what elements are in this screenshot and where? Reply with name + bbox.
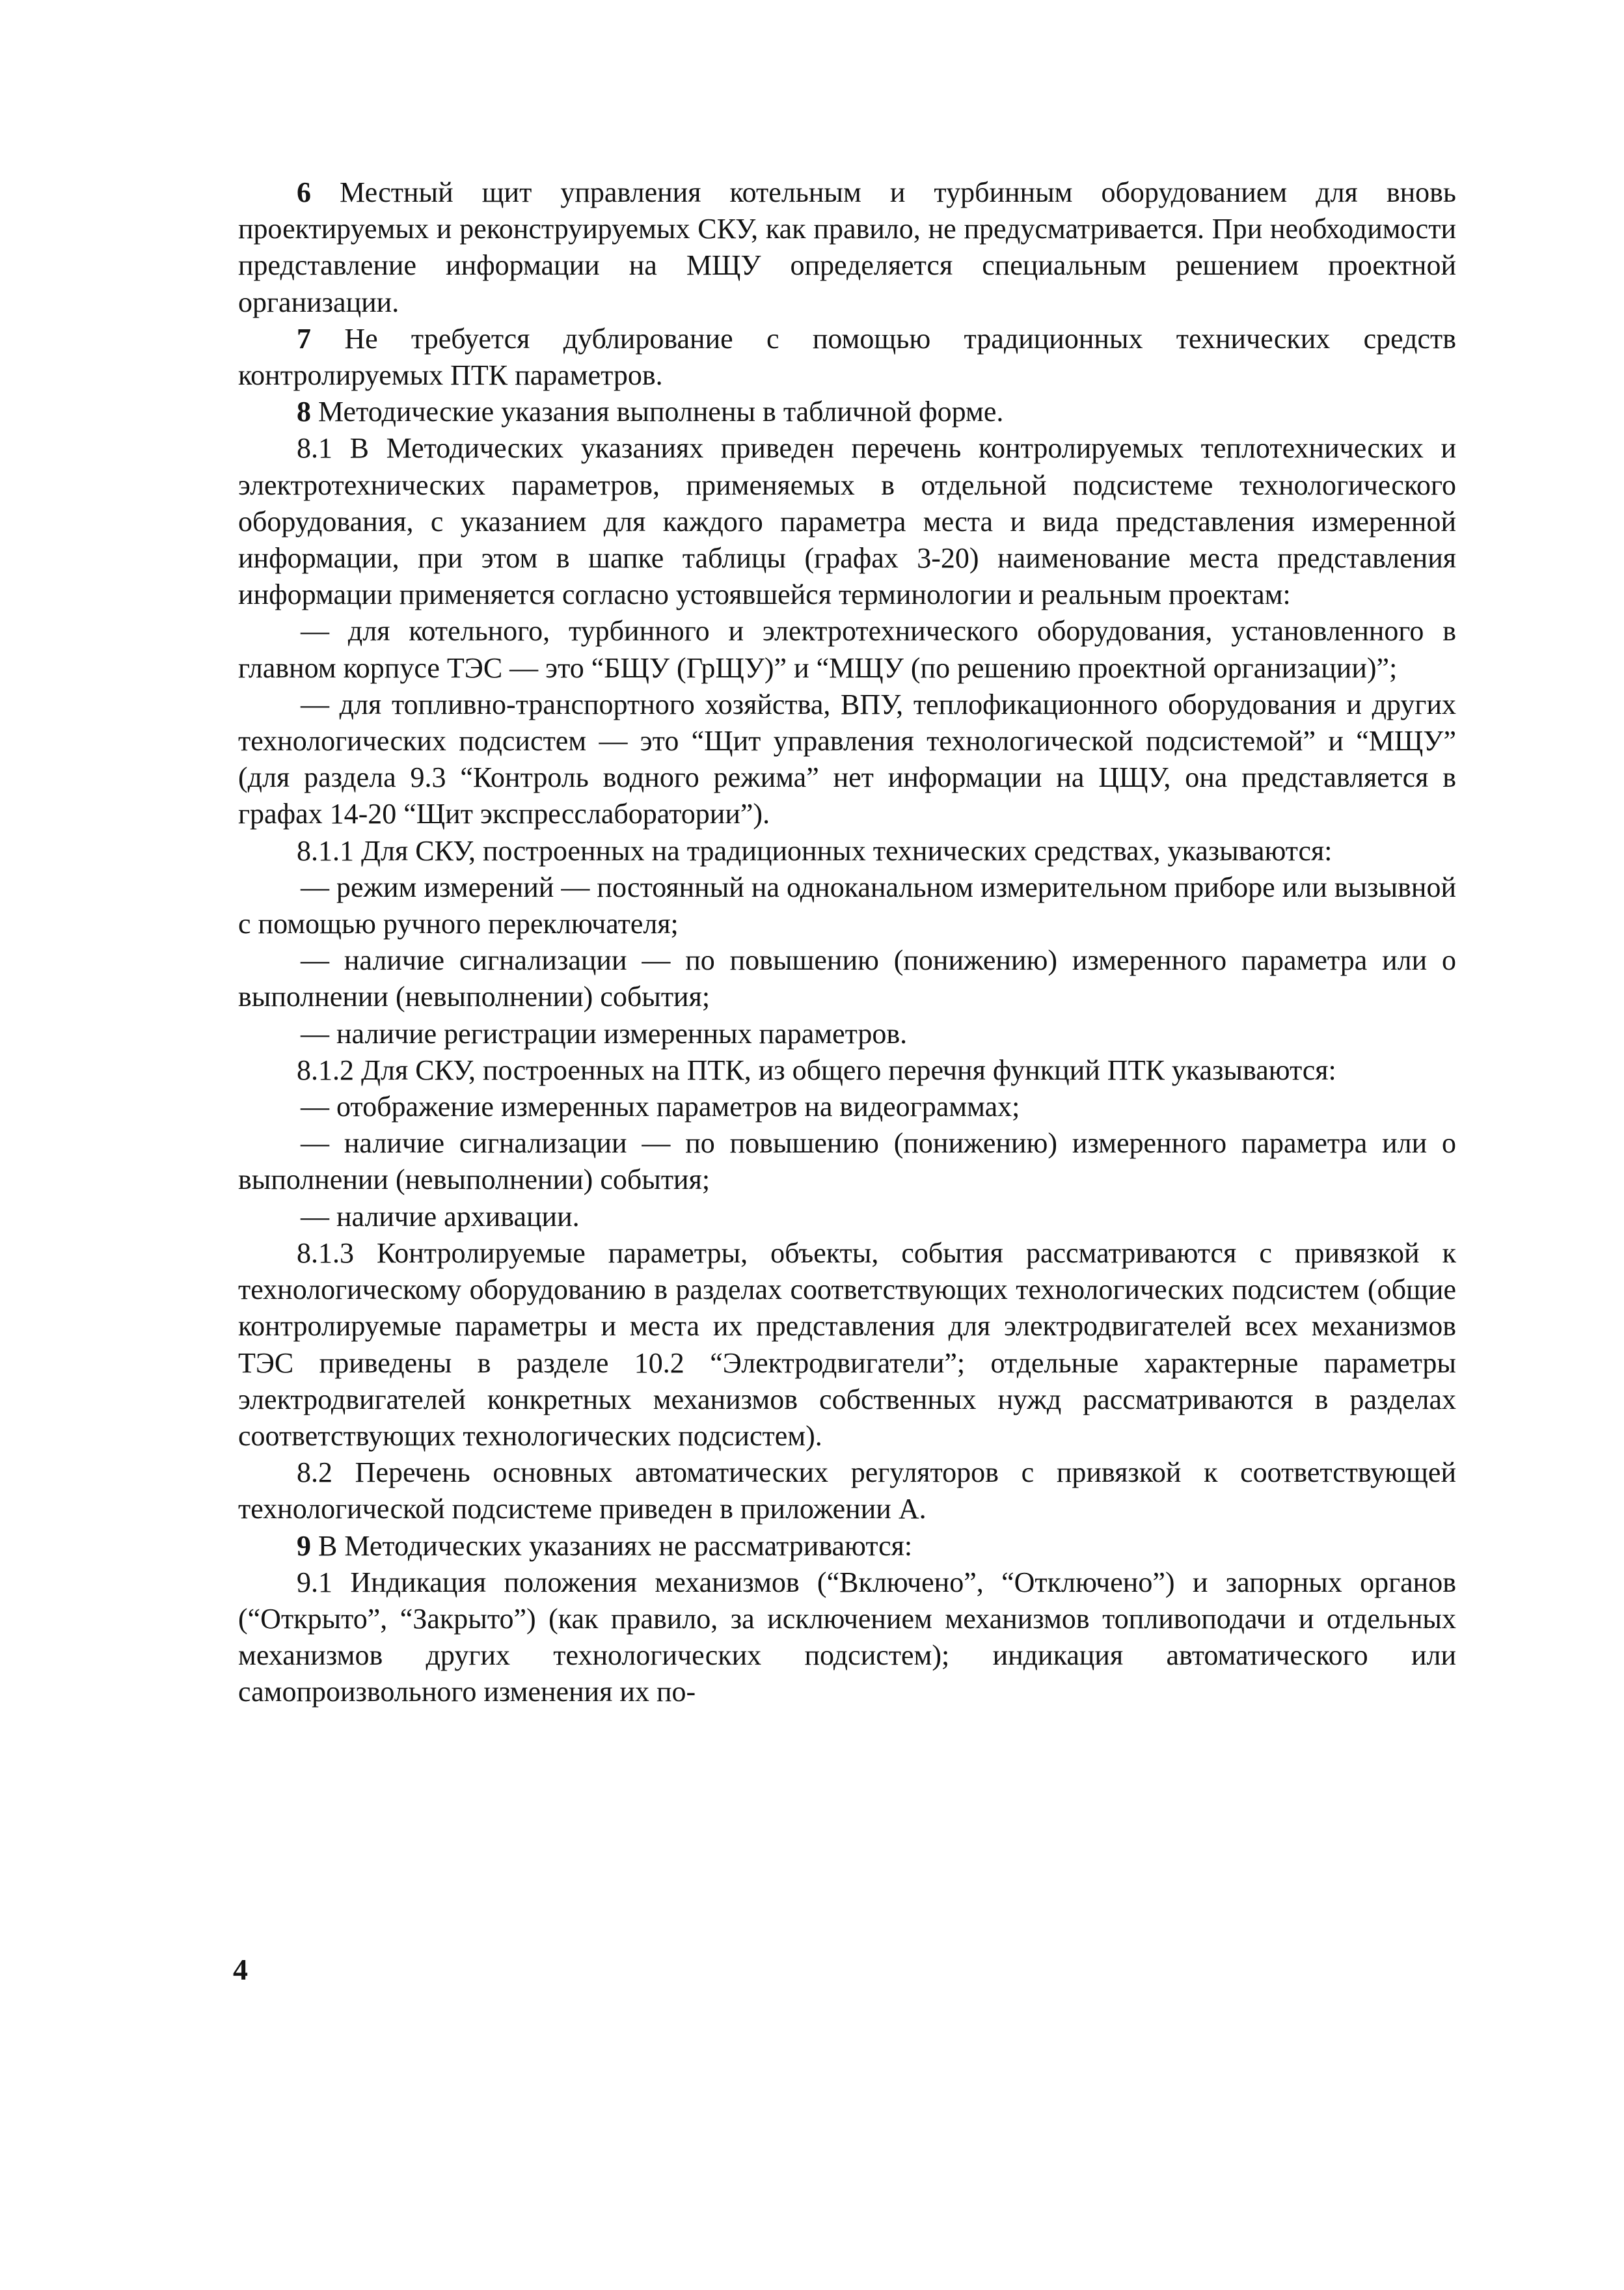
paragraph-text: — наличие регистрации измеренных параметров.: [301, 1017, 908, 1050]
paragraph-text: — режим измерений — постоянный на одноканальном измерительном приборе или вызывной с помощью ручного переключателя;: [238, 871, 1456, 940]
list-item: [238, 1089, 1456, 1125]
section-number: 9: [297, 1529, 311, 1562]
paragraph-9-1: [238, 1564, 1456, 1711]
paragraph-text: — наличие сигнализации — по повышению (понижению) измеренного параметра или о выполнении (невыполнении) события;: [238, 944, 1456, 1013]
paragraph-8-1-2: [238, 1052, 1456, 1089]
paragraph-7: [238, 321, 1456, 394]
paragraph-8-1: [238, 430, 1456, 613]
paragraph-text: В Методических указаниях не рассматриваются:: [311, 1529, 913, 1562]
paragraph-6: [238, 174, 1456, 321]
list-item: [238, 1016, 1456, 1052]
page-number: 4: [233, 1953, 248, 1986]
paragraph-text: Не требуется дублирование с помощью традиционных технических средств контролируемых ПТК параметров.: [238, 322, 1456, 392]
paragraph-8-2: [238, 1454, 1456, 1527]
paragraph-text: Методические указания выполнены в табличной форме.: [311, 396, 1004, 428]
paragraph-text: 8.1.2 Для СКУ, построенных на ПТК, из общего перечня функций ПТК указываются:: [297, 1054, 1336, 1086]
paragraph-text: — наличие архивации.: [301, 1200, 580, 1233]
paragraph-text: 9.1 Индикация положения механизмов (“Включено”, “Отключено”) и запорных органов (“Открыто”, “Закрыто”) (как правило, за исключением механизмов топливоподачи и отдельных механизмов других технологических подсистем); индикация автоматического или самопроизвольного изменения их по-: [238, 1566, 1456, 1708]
paragraph-text: — отображение измеренных параметров на видеограммах;: [301, 1091, 1020, 1123]
paragraph-text: Местный щит управления котельным и турбинным оборудованием для вновь проектируемых и реконструируемых СКУ, как правило, не предусматривается. При необходимости представление информации на МЩУ определяется специальным решением проектной организации.: [238, 176, 1456, 318]
paragraph-text: — для котельного, турбинного и электротехнического оборудования, установленного в главном корпусе ТЭС — это “БЩУ (ГрЩУ)” и “МЩУ (по решению проектной организации)”;: [238, 615, 1456, 684]
list-item: [238, 1125, 1456, 1198]
paragraph-8: [238, 394, 1456, 430]
list-item: [238, 869, 1456, 942]
section-number: 7: [297, 322, 311, 355]
paragraph-text: — наличие сигнализации — по повышению (понижению) измеренного параметра или о выполнении (невыполнении) события;: [238, 1127, 1456, 1196]
paragraph-text: 8.1.1 Для СКУ, построенных на традиционных технических средствах, указываются:: [297, 834, 1333, 867]
paragraph-text: 8.1.3 Контролируемые параметры, объекты, события рассматриваются с привязкой к технологическому оборудованию в разделах соответствующих технологических подсистем (общие контролируемые параметры и места их представления для электродвигателей всех механизмов ТЭС приведены в разделе 10.2 “Электродвигатели”; отдельные характерные параметры электродвигателей конкретных механизмов собственных нужд рассматриваются в разделах соответствующих технологических подсистем).: [238, 1236, 1456, 1452]
list-item: [238, 613, 1456, 686]
paragraph-text: 8.2 Перечень основных автоматических регуляторов с привязкой к соответствующей технологической подсистеме приведен в приложении А.: [238, 1456, 1456, 1525]
paragraph-8-1-3: [238, 1235, 1456, 1454]
section-number: 6: [297, 176, 311, 208]
paragraph-text: 8.1 В Методических указаниях приведен перечень контролируемых теплотехнических и электротехнических параметров, применяемых в отдельной подсистеме технологического оборудования, с указанием для каждого параметра места и вида представления измеренной информации, при этом в шапке таблицы (графах 3-20) наименование места представления информации применяется согласно устоявшейся терминологии и реальным проектам:: [238, 432, 1456, 611]
paragraph-8-1-1: [238, 833, 1456, 869]
list-item: [238, 687, 1456, 833]
paragraph-9: [238, 1528, 1456, 1564]
body-text: [238, 174, 1456, 1711]
list-item: [238, 1199, 1456, 1235]
paragraph-text: — для топливно-транспортного хозяйства, ВПУ, теплофикационного оборудования и других технологических подсистем — это “Щит управления технологической подсистемой” и “МЩУ” (для раздела 9.3 “Контроль водного режима” нет информации на ЦЩУ, она представляется в графах 14-20 “Щит экспресслаборатории”).: [238, 688, 1456, 830]
section-number: 8: [297, 396, 311, 428]
list-item: [238, 942, 1456, 1015]
